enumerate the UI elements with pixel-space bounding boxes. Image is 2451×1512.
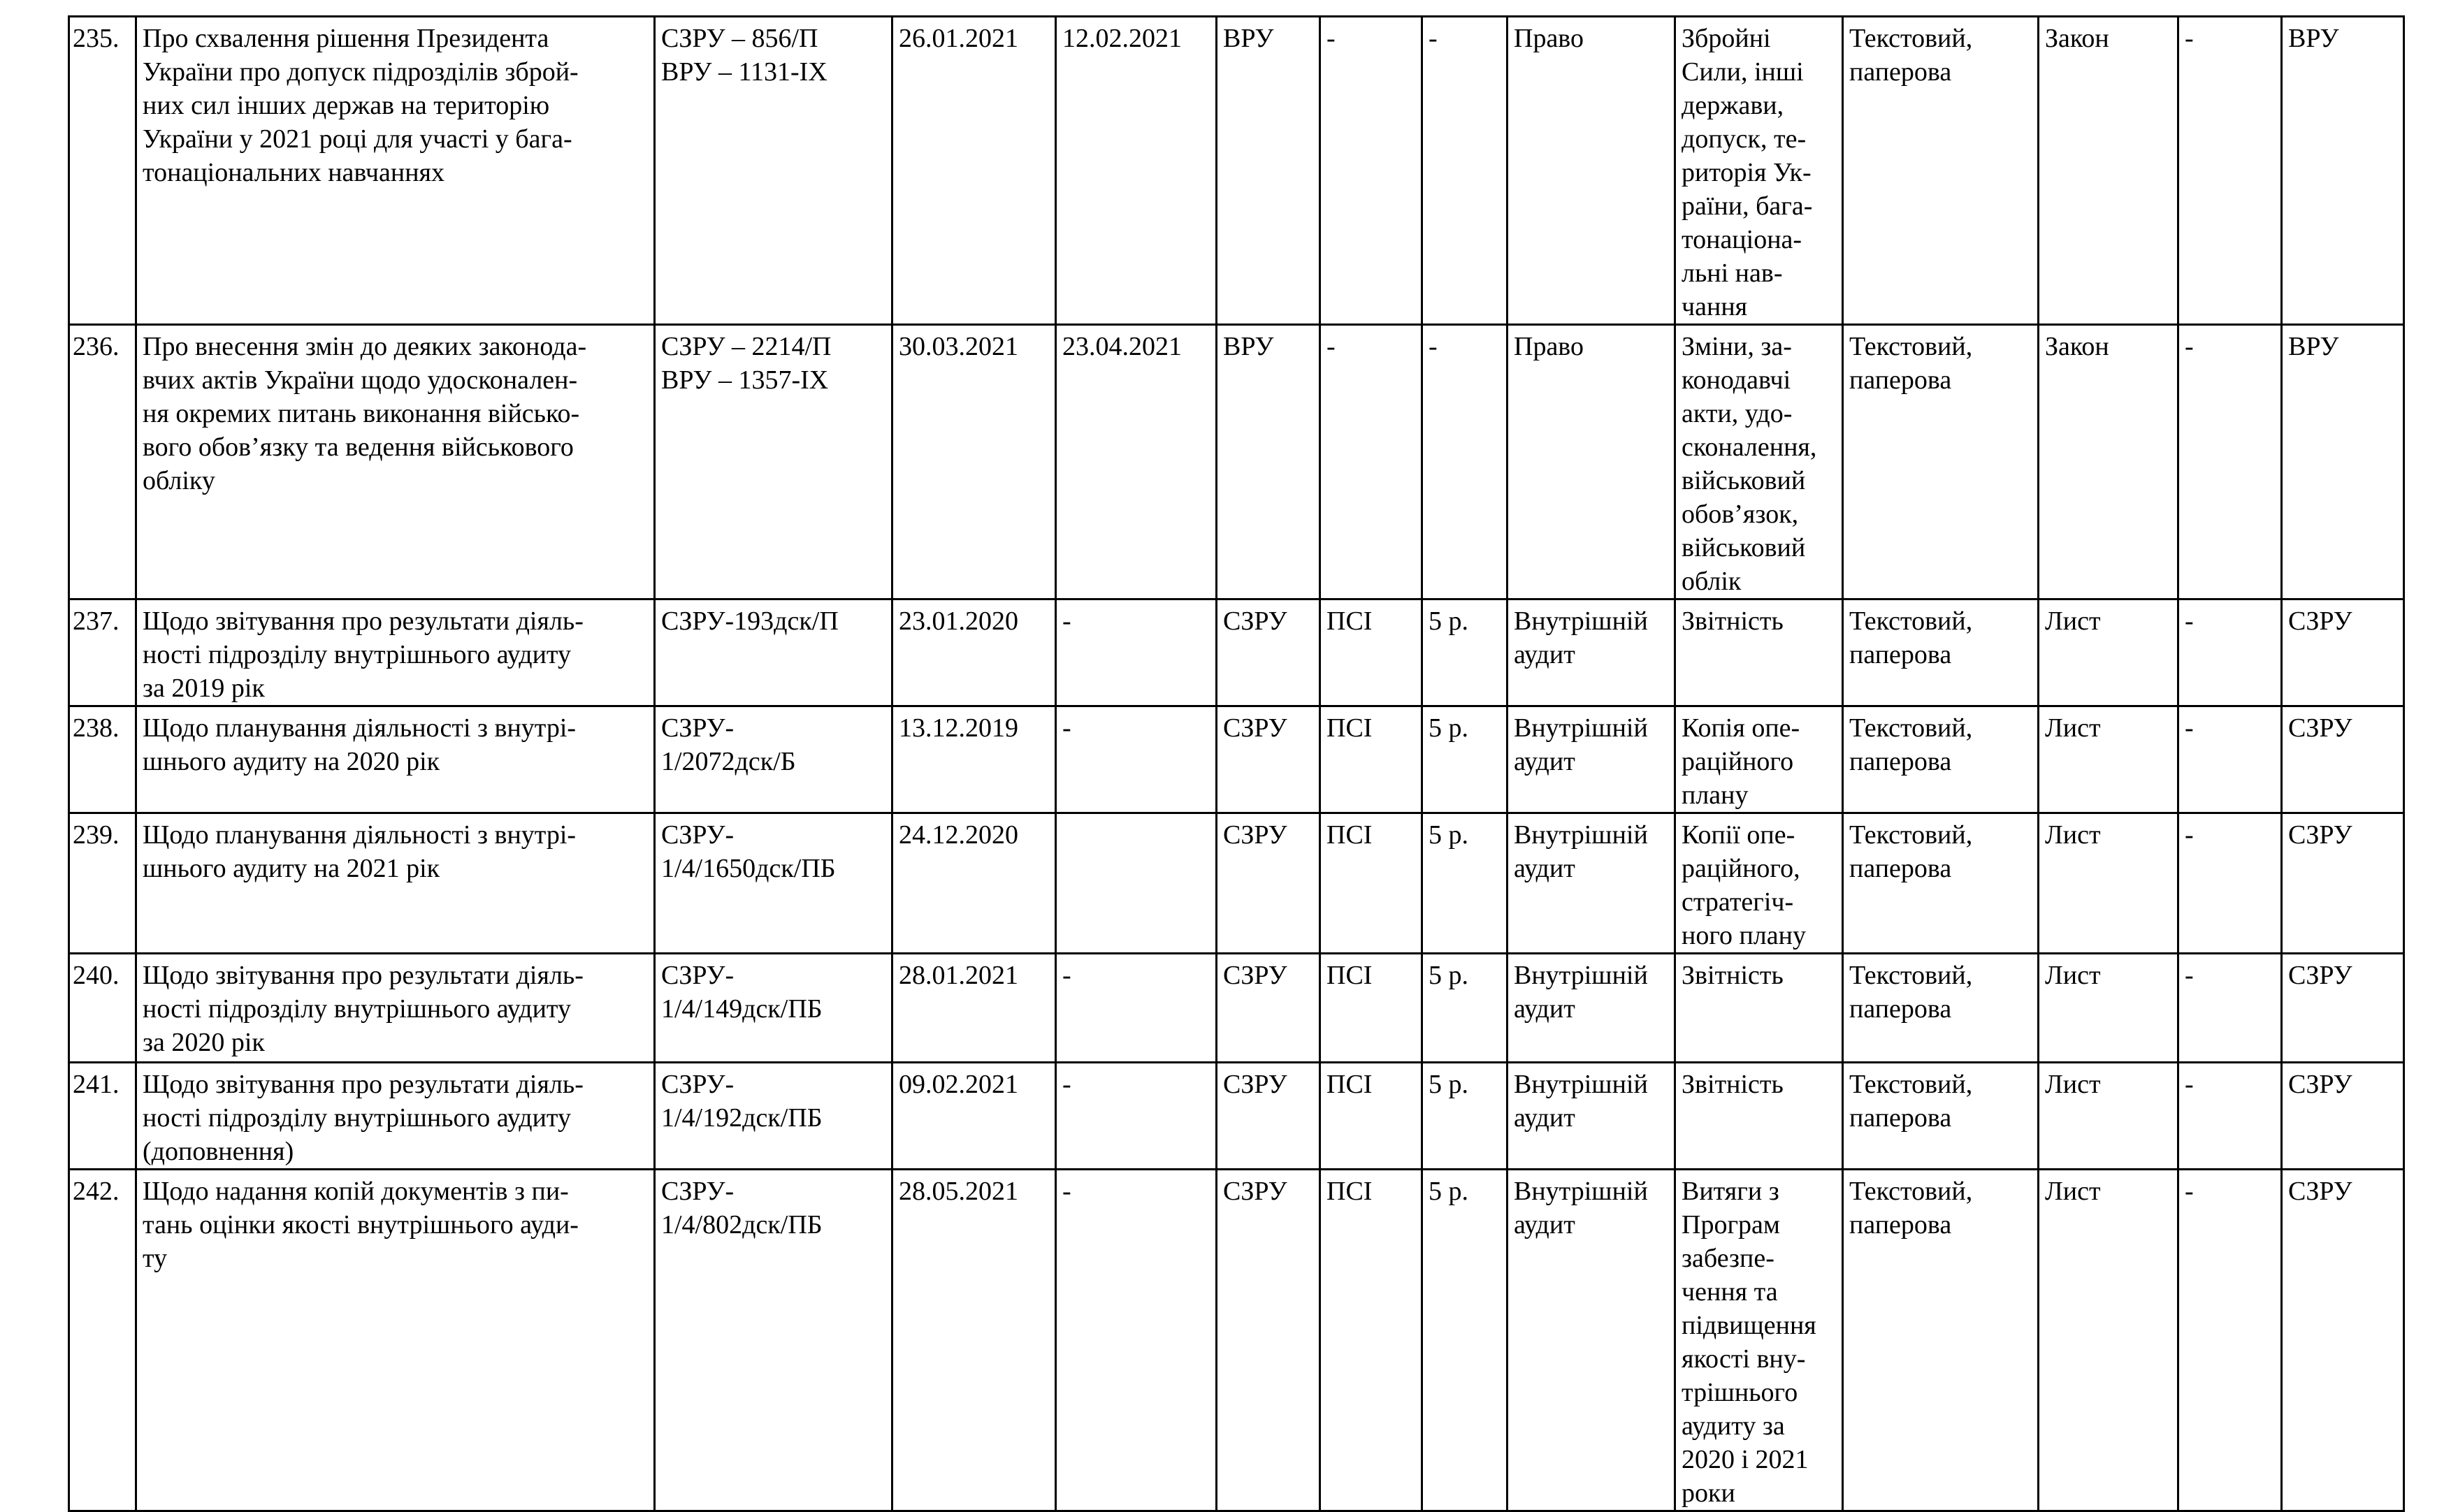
document-form-cell: Текстовий, паперова <box>1843 706 2039 813</box>
effective-date-cell: - <box>1056 599 1217 706</box>
classification-cell: ПСІ <box>1320 706 1422 813</box>
registration-number-cell: СЗРУ-193дск/П <box>655 599 892 706</box>
retention-term-cell: 5 р. <box>1422 1063 1508 1170</box>
classification-cell: ПСІ <box>1320 599 1422 706</box>
title-cell: Щодо звітування про результати діяль- ності підрозділу внутрішнього аудиту за 2020 рік <box>136 954 655 1063</box>
document-form-cell: Текстовий, паперова <box>1843 1170 2039 1511</box>
registration-date-cell: 13.12.2019 <box>892 706 1056 813</box>
sphere-cell: Право <box>1508 325 1675 599</box>
row-number-cell: 241. <box>69 1063 136 1170</box>
table-row <box>69 17 2404 325</box>
author-cell: СЗРУ <box>1217 954 1320 1063</box>
registration-number-cell: СЗРУ – 856/П ВРУ – 1131-IX <box>655 17 892 325</box>
classification-cell: - <box>1320 325 1422 599</box>
title-cell: Про внесення змін до деяких законода- вчих актів України щодо удосконален- ня окремих питань виконання військо- вого обов’язку та ведення військового обліку <box>136 325 655 599</box>
sphere-cell: Внутрішній аудит <box>1508 1063 1675 1170</box>
note-cell: - <box>2178 325 2282 599</box>
document-form-cell: Текстовий, паперова <box>1843 954 2039 1063</box>
classification-cell: ПСІ <box>1320 1170 1422 1511</box>
row-number-cell: 239. <box>69 813 136 954</box>
document-type-cell: Лист <box>2039 954 2178 1063</box>
keywords-cell: Зміни, за- конодавчі акти, удо- сконалення, військовий обов’язок, військовий облік <box>1675 325 1843 599</box>
registration-number-cell: СЗРУ- 1/4/1650дск/ПБ <box>655 813 892 954</box>
note-cell: - <box>2178 813 2282 954</box>
row-number-cell: 235. <box>69 17 136 325</box>
retention-term-cell: 5 р. <box>1422 706 1508 813</box>
table-row <box>69 1063 2404 1170</box>
effective-date-cell: 23.04.2021 <box>1056 325 1217 599</box>
note-cell: - <box>2178 17 2282 325</box>
author-cell: СЗРУ <box>1217 599 1320 706</box>
classification-cell: ПСІ <box>1320 1063 1422 1170</box>
registration-date-cell: 28.05.2021 <box>892 1170 1056 1511</box>
document-type-cell: Лист <box>2039 813 2178 954</box>
owner-cell: ВРУ <box>2282 17 2404 325</box>
owner-cell: СЗРУ <box>2282 813 2404 954</box>
sphere-cell: Право <box>1508 17 1675 325</box>
keywords-cell: Звітність <box>1675 1063 1843 1170</box>
note-cell: - <box>2178 1170 2282 1511</box>
owner-cell: СЗРУ <box>2282 599 2404 706</box>
document-type-cell: Лист <box>2039 1063 2178 1170</box>
keywords-cell: Витяги з Програм забезпе- чення та підвищення якості вну- трішнього аудиту за 2020 і 2021 роки <box>1675 1170 1843 1511</box>
document-form-cell: Текстовий, паперова <box>1843 599 2039 706</box>
registration-number-cell: СЗРУ- 1/4/802дск/ПБ <box>655 1170 892 1511</box>
registration-date-cell: 09.02.2021 <box>892 1063 1056 1170</box>
retention-term-cell: - <box>1422 17 1508 325</box>
document-form-cell: Текстовий, паперова <box>1843 813 2039 954</box>
sphere-cell: Внутрішній аудит <box>1508 1170 1675 1511</box>
keywords-cell: Збройні Сили, інші держави, допуск, те- риторія Ук- раїни, бага- тонаціона- льні нав- чання <box>1675 17 1843 325</box>
author-cell: ВРУ <box>1217 17 1320 325</box>
row-number-cell: 242. <box>69 1170 136 1511</box>
registration-date-cell: 26.01.2021 <box>892 17 1056 325</box>
sphere-cell: Внутрішній аудит <box>1508 813 1675 954</box>
retention-term-cell: 5 р. <box>1422 954 1508 1063</box>
retention-term-cell: 5 р. <box>1422 813 1508 954</box>
title-cell: Щодо планування діяльності з внутрі- шнього аудиту на 2020 рік <box>136 706 655 813</box>
note-cell: - <box>2178 954 2282 1063</box>
document-register-table <box>68 15 2405 1512</box>
classification-cell: ПСІ <box>1320 813 1422 954</box>
document-form-cell: Текстовий, паперова <box>1843 17 2039 325</box>
retention-term-cell: 5 р. <box>1422 599 1508 706</box>
title-cell: Щодо планування діяльності з внутрі- шнього аудиту на 2021 рік <box>136 813 655 954</box>
registration-number-cell: СЗРУ- 1/4/149дск/ПБ <box>655 954 892 1063</box>
table-row <box>69 813 2404 954</box>
row-number-cell: 240. <box>69 954 136 1063</box>
retention-term-cell: - <box>1422 325 1508 599</box>
registration-date-cell: 24.12.2020 <box>892 813 1056 954</box>
author-cell: ВРУ <box>1217 325 1320 599</box>
effective-date-cell: - <box>1056 1170 1217 1511</box>
keywords-cell: Звітність <box>1675 954 1843 1063</box>
owner-cell: ВРУ <box>2282 325 2404 599</box>
sphere-cell: Внутрішній аудит <box>1508 599 1675 706</box>
registration-date-cell: 28.01.2021 <box>892 954 1056 1063</box>
table-row <box>69 325 2404 599</box>
owner-cell: СЗРУ <box>2282 954 2404 1063</box>
sphere-cell: Внутрішній аудит <box>1508 954 1675 1063</box>
classification-cell: ПСІ <box>1320 954 1422 1063</box>
document-type-cell: Закон <box>2039 325 2178 599</box>
row-number-cell: 236. <box>69 325 136 599</box>
effective-date-cell: - <box>1056 706 1217 813</box>
note-cell: - <box>2178 599 2282 706</box>
registration-date-cell: 30.03.2021 <box>892 325 1056 599</box>
table-row <box>69 706 2404 813</box>
registration-number-cell: СЗРУ – 2214/П ВРУ – 1357-IX <box>655 325 892 599</box>
document-type-cell: Лист <box>2039 599 2178 706</box>
table-row <box>69 599 2404 706</box>
note-cell: - <box>2178 706 2282 813</box>
title-cell: Щодо надання копій документів з пи- тань оцінки якості внутрішнього ауди- ту <box>136 1170 655 1511</box>
table-row <box>69 954 2404 1063</box>
registration-date-cell: 23.01.2020 <box>892 599 1056 706</box>
table-row <box>69 1170 2404 1511</box>
row-number-cell: 237. <box>69 599 136 706</box>
effective-date-cell: - <box>1056 954 1217 1063</box>
author-cell: СЗРУ <box>1217 1063 1320 1170</box>
owner-cell: СЗРУ <box>2282 1170 2404 1511</box>
classification-cell: - <box>1320 17 1422 325</box>
owner-cell: СЗРУ <box>2282 1063 2404 1170</box>
retention-term-cell: 5 р. <box>1422 1170 1508 1511</box>
effective-date-cell: 12.02.2021 <box>1056 17 1217 325</box>
title-cell: Про схвалення рішення Президента України про допуск підрозділів зброй- них сил інших держав на територію України у 2021 році для участі у бага- тонаціональних навчаннях <box>136 17 655 325</box>
author-cell: СЗРУ <box>1217 813 1320 954</box>
row-number-cell: 238. <box>69 706 136 813</box>
author-cell: СЗРУ <box>1217 1170 1320 1511</box>
effective-date-cell <box>1056 813 1217 954</box>
sphere-cell: Внутрішній аудит <box>1508 706 1675 813</box>
title-cell: Щодо звітування про результати діяль- ності підрозділу внутрішнього аудиту (доповнення) <box>136 1063 655 1170</box>
keywords-cell: Копії опе- раційного, стратегіч- ного плану <box>1675 813 1843 954</box>
author-cell: СЗРУ <box>1217 706 1320 813</box>
document-type-cell: Лист <box>2039 706 2178 813</box>
keywords-cell: Копія опе- раційного плану <box>1675 706 1843 813</box>
owner-cell: СЗРУ <box>2282 706 2404 813</box>
effective-date-cell: - <box>1056 1063 1217 1170</box>
registration-number-cell: СЗРУ- 1/2072дск/Б <box>655 706 892 813</box>
document-type-cell: Закон <box>2039 17 2178 325</box>
title-cell: Щодо звітування про результати діяль- ності підрозділу внутрішнього аудиту за 2019 рік <box>136 599 655 706</box>
document-type-cell: Лист <box>2039 1170 2178 1511</box>
document-form-cell: Текстовий, паперова <box>1843 1063 2039 1170</box>
table-body <box>69 17 2404 1511</box>
document-form-cell: Текстовий, паперова <box>1843 325 2039 599</box>
keywords-cell: Звітність <box>1675 599 1843 706</box>
note-cell: - <box>2178 1063 2282 1170</box>
registration-number-cell: СЗРУ- 1/4/192дск/ПБ <box>655 1063 892 1170</box>
